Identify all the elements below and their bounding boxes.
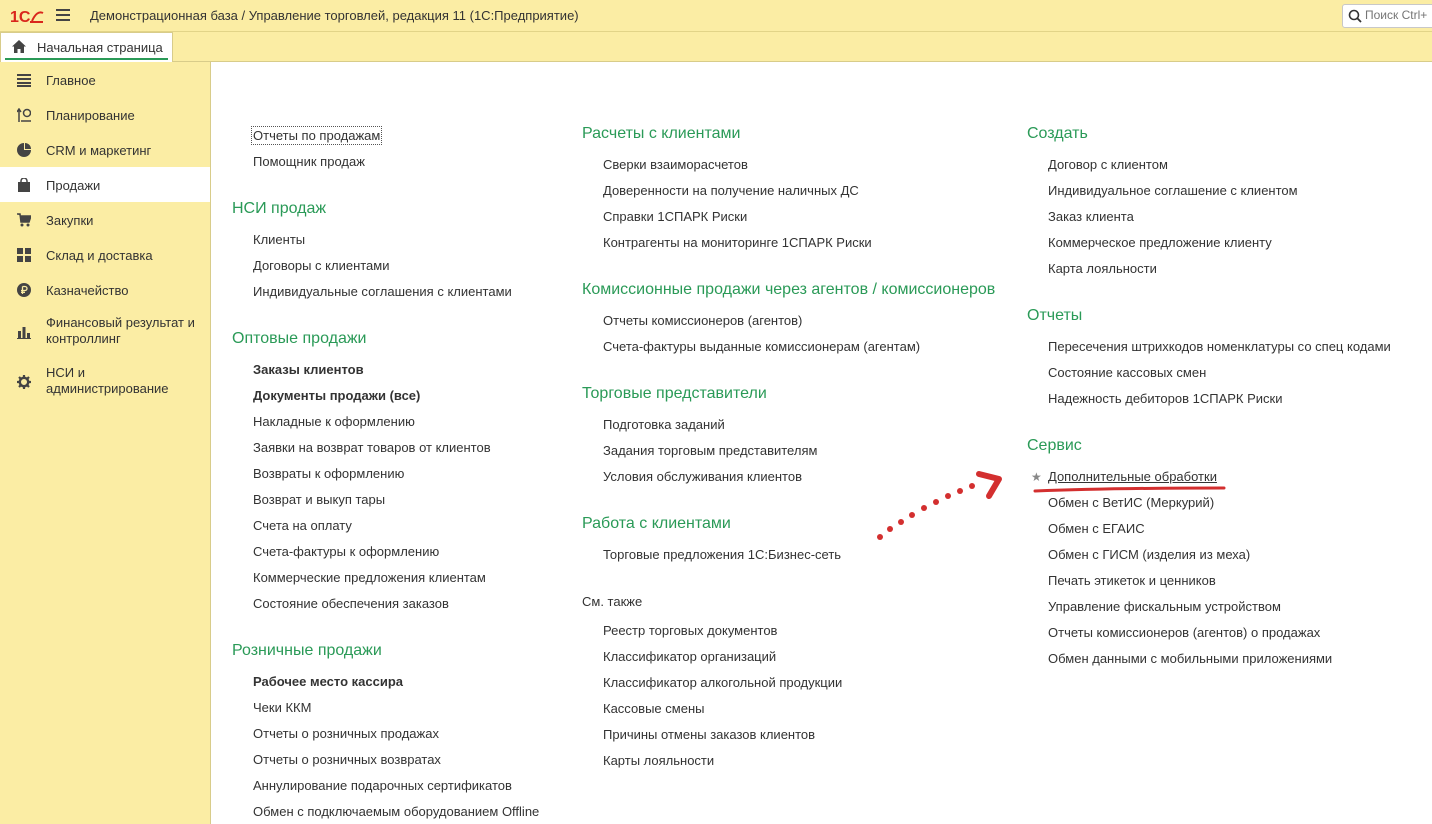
link-returns-to-process[interactable]: Возвраты к оформлению [253,466,405,481]
link-cashier-workplace[interactable]: Рабочее место кассира [253,674,404,689]
tab-home[interactable] [0,32,173,62]
active-tab-indicator [5,58,168,60]
sidebar-item-label: Склад и доставка [46,248,153,263]
svg-text:1С: 1С [10,9,31,25]
link-task-preparation[interactable]: Подготовка заданий [603,417,725,432]
sidebar-item-purchases[interactable] [0,202,210,237]
sidebar-item-treasury[interactable] [0,272,210,307]
link-fiscal-device[interactable]: Управление фискальным устройством [1048,599,1281,614]
tab-home-label: Начальная страница [37,40,163,55]
bar-chart-icon [17,325,31,339]
section-header-create: Создать [1027,125,1088,142]
section-header-nsi: НСИ продаж [232,200,327,217]
sales-section-panel [211,62,1432,824]
link-create-loyalty-card[interactable]: Карта лояльности [1048,261,1157,276]
sidebar-item-label: CRM и маркетинг [46,143,152,158]
link-receipts[interactable]: Чеки ККМ [253,700,312,715]
link-mobile-exchange[interactable]: Обмен данными с мобильными приложениями [1048,651,1333,666]
link-service-terms[interactable]: Условия обслуживания клиентов [603,469,803,484]
tab-bar [0,32,1432,62]
cart-icon [17,213,31,227]
sidebar-item-warehouse[interactable] [0,237,210,272]
window-title: Демонстрационная база / Управление торговлей, редакция 11 (1С:Предприятие) [90,8,579,23]
main-menu-button[interactable] [56,9,70,22]
link-container-return[interactable]: Возврат и выкуп тары [253,492,386,507]
link-cash-shifts[interactable]: Кассовые смены [603,701,705,716]
title-bar [0,0,1432,32]
link-spark-reports[interactable]: Справки 1СПАРК Риски [603,209,748,224]
sidebar-item-crm[interactable] [0,132,210,167]
link-org-classifier[interactable]: Классификатор организаций [603,649,777,664]
sidebar-item-admin[interactable] [0,357,210,407]
link-clients[interactable]: Клиенты [253,232,306,247]
link-gift-certificates[interactable]: Аннулирование подарочных сертификатов [253,778,512,793]
link-print-labels[interactable]: Печать этикеток и ценников [1048,573,1216,588]
link-retail-sales-reports[interactable]: Отчеты о розничных продажах [253,726,439,741]
pie-chart-icon [17,143,31,157]
list-icon [17,73,31,87]
section-header-service: Сервис [1027,437,1082,454]
sidebar-item-label: Планирование [46,108,135,123]
link-vetis-exchange[interactable]: Обмен с ВетИС (Меркурий) [1048,495,1215,510]
link-business-network-offers[interactable]: Торговые предложения 1С:Бизнес-сеть [603,547,842,562]
link-rep-tasks[interactable]: Задания торговым представителям [603,443,818,458]
search-box[interactable] [1342,4,1432,28]
section-header-client-work: Работа с клиентами [582,515,731,532]
link-create-agreement[interactable]: Индивидуальное соглашение с клиентом [1048,183,1298,198]
link-return-requests[interactable]: Заявки на возврат товаров от клиентов [253,440,491,455]
section-header-see-also: См. также [582,594,643,609]
sidebar-item-main[interactable] [0,62,210,97]
shopping-bag-icon [17,178,31,192]
link-cancel-reasons[interactable]: Причины отмены заказов клиентов [603,727,816,742]
link-commercial-offers[interactable]: Коммерческие предложения клиентам [253,570,486,585]
link-waybills-to-process[interactable]: Накладные к оформлению [253,414,415,429]
section-header-commission: Комиссионные продажи через агентов / комиссионеров [582,281,996,298]
ruble-icon [17,283,31,297]
search-icon [1348,9,1362,23]
warehouse-icon [17,248,31,262]
link-order-fulfillment[interactable]: Состояние обеспечения заказов [253,596,449,611]
link-additional-processing[interactable]: Дополнительные обработки [1048,469,1217,484]
link-spark-monitoring[interactable]: Контрагенты на мониторинге 1СПАРК Риски [603,235,872,250]
sidebar-item-finance[interactable] [0,307,210,357]
link-commission-invoices[interactable]: Счета-фактуры выданные комиссионерам (агентам) [603,339,921,354]
sidebar-item-label: Финансовый результат и контроллинг [46,315,195,346]
link-create-contract[interactable]: Договор с клиентом [1048,157,1168,172]
link-sales-documents[interactable]: Документы продажи (все) [253,388,421,403]
link-commission-reports[interactable]: Отчеты комиссионеров (агентов) [603,313,803,328]
link-cash-shift-state[interactable]: Состояние кассовых смен [1048,365,1207,380]
section-header-retail: Розничные продажи [232,642,382,659]
section-header-wholesale: Оптовые продажи [232,330,367,347]
sidebar-item-label: НСИ и администрирование [46,365,169,396]
sidebar-item-label: Продажи [46,178,101,193]
sidebar-item-sales[interactable] [0,167,210,202]
link-loyalty-cards[interactable]: Карты лояльности [603,753,715,768]
sidebar-item-label: Главное [46,73,96,88]
sidebar [0,62,211,824]
home-icon [11,39,27,54]
link-alcohol-classifier[interactable]: Классификатор алкогольной продукции [603,675,843,690]
red-dotted-arrow [877,474,999,540]
link-offline-equipment[interactable]: Обмен с подключаемым оборудованием Offline [253,804,540,819]
link-trade-documents-registry[interactable]: Реестр торговых документов [603,623,778,638]
link-client-contracts[interactable]: Договоры с клиентами [253,258,390,273]
sidebar-item-planning[interactable] [0,97,210,132]
link-sales-assistant[interactable]: Помощник продаж [253,154,365,169]
sidebar-item-label: Казначейство [46,283,129,298]
link-egais-exchange[interactable]: Обмен с ЕГАИС [1048,521,1145,536]
section-header-reports: Отчеты [1027,307,1083,324]
favorite-star-icon[interactable]: ★ [1031,470,1042,484]
planning-icon [17,108,31,122]
link-individual-agreements[interactable]: Индивидуальные соглашения с клиентами [253,284,512,299]
link-sales-reports[interactable]: Отчеты по продажам [253,128,381,143]
link-gism-exchange[interactable]: Обмен с ГИСМ (изделия из меха) [1048,547,1251,562]
link-retail-returns-reports[interactable]: Отчеты о розничных возвратах [253,752,441,767]
link-reconciliation[interactable]: Сверки взаиморасчетов [603,157,748,172]
link-create-order[interactable]: Заказ клиента [1048,209,1134,224]
search-input[interactable] [1365,8,1432,22]
link-debtor-reliability[interactable]: Надежность дебиторов 1СПАРК Риски [1048,391,1283,406]
1c-logo [10,7,44,25]
link-invoices-for-payment[interactable]: Счета на оплату [253,518,352,533]
link-client-orders[interactable]: Заказы клиентов [253,362,364,377]
link-create-offer[interactable]: Коммерческое предложение клиенту [1048,235,1272,250]
link-barcode-intersections[interactable]: Пересечения штрихкодов номенклатуры со спец кодами [1048,339,1391,354]
link-cash-powers[interactable]: Доверенности на получение наличных ДС [603,183,859,198]
link-commission-sales-reports[interactable]: Отчеты комиссионеров (агентов) о продажах [1048,625,1321,640]
link-tax-invoices[interactable]: Счета-фактуры к оформлению [253,544,440,559]
red-underline [1035,488,1224,491]
gear-icon [17,375,31,389]
section-header-settlements: Расчеты с клиентами [582,125,741,142]
section-header-sales-reps: Торговые представители [582,385,767,402]
sidebar-item-label: Закупки [46,213,94,228]
